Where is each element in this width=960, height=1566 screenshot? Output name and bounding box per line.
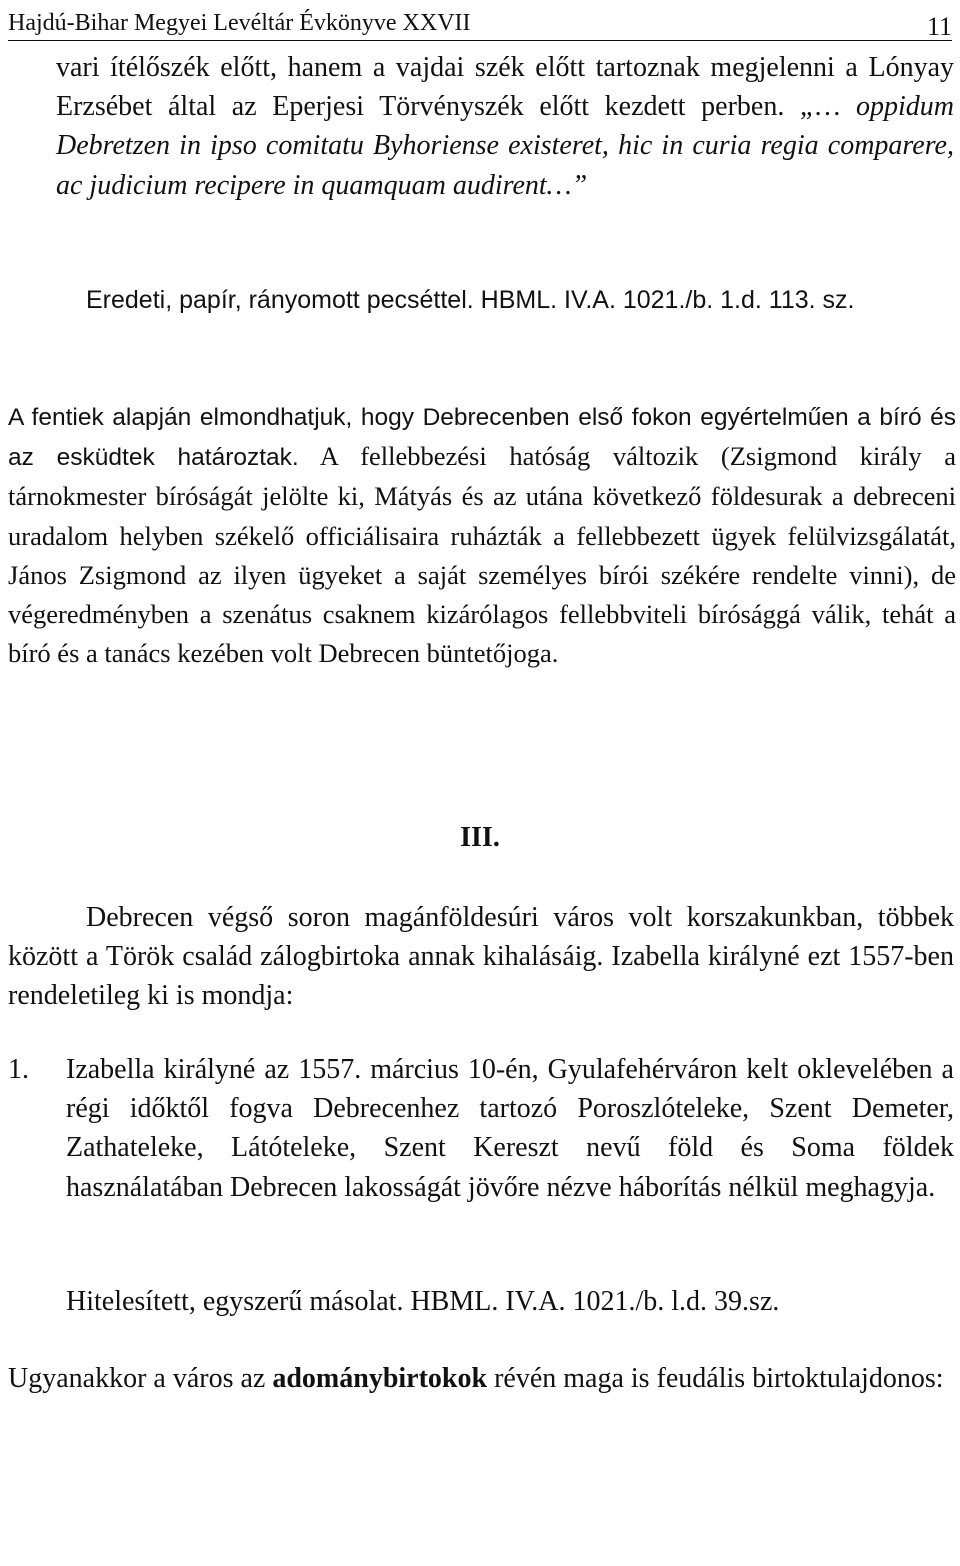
final-text-bold: adománybirtokok xyxy=(272,1363,488,1394)
source-citation-1: Eredeti, papír, rányomott pecséttel. HBML. IV.A. 1021./b. 1.d. 113. sz. xyxy=(86,286,855,314)
running-title: Hajdú-Bihar Megyei Levéltár Évkönyve XXVII xyxy=(8,10,471,36)
quoted-passage xyxy=(56,48,954,205)
quote-latin-text: „… oppidum Debretzen in ipso comitatu Byhoriense existeret, hic in curia regia comparere, ac judicium recipere in quamquam audirent…” xyxy=(56,91,955,201)
numbered-list xyxy=(8,1050,954,1207)
section-heading: III. xyxy=(460,822,500,853)
paragraph-1-sans-text: A fentiek alapján elmondhatjuk, hogy Debrecenben első fokon egyértelműen a bíró és az esküdtek határoztak. xyxy=(8,404,956,472)
source-citation-2: Hitelesített, egyszerű másolat. HBML. IV.A. 1021./b. l.d. 39.sz. xyxy=(66,1286,780,1317)
paragraph-1-serif-text: A fellebbezési hatóság változik (Zsigmond király a tárnokmester bíróságát jelölte ki, Mátyás és az utána következő földesurak a debreceni uradalom helyben székelő officiálisaira ruházták a fellebbezett ügyek felülvizsgálatát, János Zsigmond az ilyen ügyeket a saját személyes bírói székére rendelte vinni), de végeredményben a szenátus csaknem kizárólagos fellebbviteli bírósággá válik, tehát a bíró és a tanács kezében volt Debrecen büntetőjoga. xyxy=(8,441,956,669)
final-text-before: Ugyanakkor a város az xyxy=(8,1363,266,1394)
list-item-text: Izabella királyné az 1557. március 10-én, Gyulafehérváron kelt oklevelében a régi időktől fogva Debrecenhez tartozó Poroszlóteleke, Szent Demeter, Zathateleke, Látóteleke, Szent Kereszt nevű föld és Soma földek használatában Debrecen lakosságát jövőre nézve háborítás nélkül meghagyja. xyxy=(66,1054,954,1203)
quote-plain-text: vari ítélőszék előtt, hanem a vajdai szék előtt tartoznak megjelenni a Lónyay Erzsébet által az Eperjesi Törvényszék előtt kezdett perben. xyxy=(56,52,954,123)
list-item xyxy=(8,1050,954,1207)
list-item-number: 1. xyxy=(8,1054,29,1085)
paragraph-1 xyxy=(8,397,956,673)
final-text-after: révén maga is feudális birtoktulajdonos: xyxy=(494,1363,944,1394)
final-paragraph xyxy=(8,1360,954,1399)
page-number: 11 xyxy=(926,12,952,41)
paragraph-2: Debrecen végső soron magánföldesúri város volt korszakunkban, többek között a Török család zálogbirtoka annak kihalásáig. Izabella királyné ezt 1557-ben rendeletileg ki is mondja: xyxy=(8,902,954,1012)
page-header xyxy=(8,4,952,41)
